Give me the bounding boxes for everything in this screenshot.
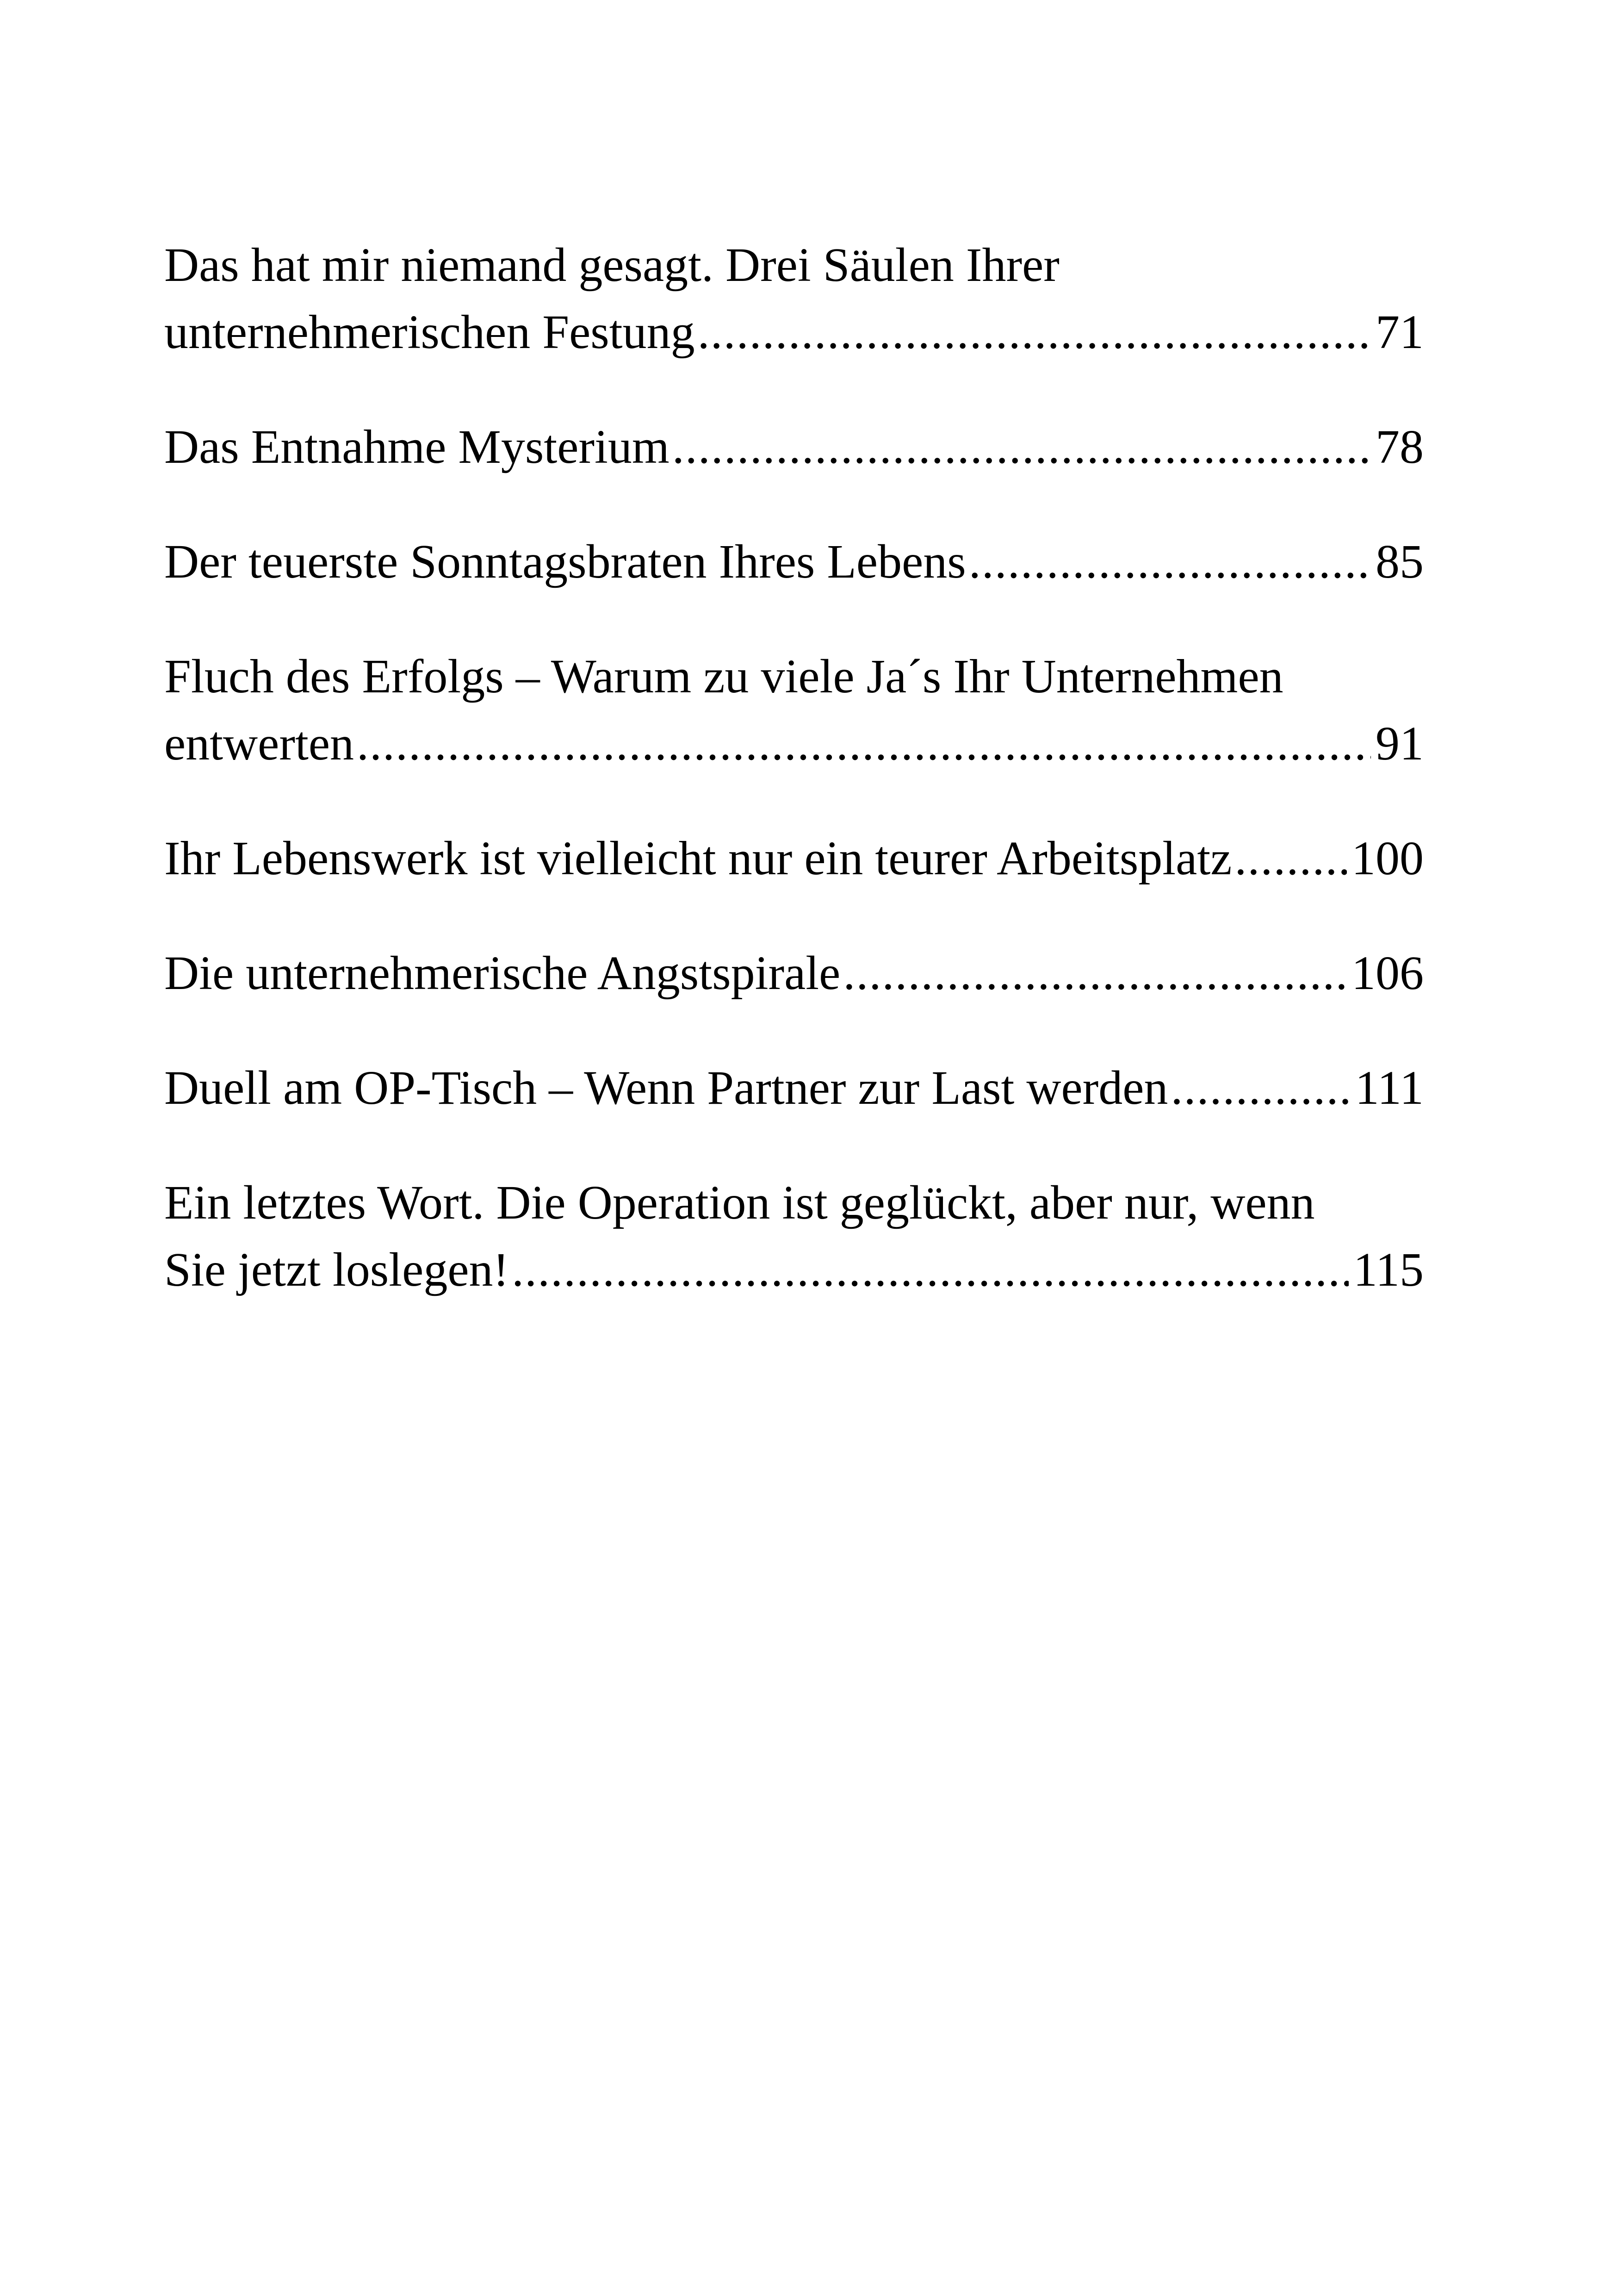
toc-entry [164,940,1424,1007]
toc-entry-page-number: 100 [1351,832,1424,885]
toc-entry-title-line1: Fluch des Erfolgs – Warum zu viele Ja´s Ihr Unternehmen [164,650,1283,703]
toc-entry-title-line2: unternehmerischen Festung [164,305,695,359]
toc-entry-page-number: 91 [1376,717,1424,770]
toc-entry [164,1054,1424,1121]
toc-entry-page-number: 115 [1353,1243,1424,1296]
table-of-contents [164,231,1424,1303]
toc-entry-title: Der teuerste Sonntagsbraten Ihres Lebens [164,535,966,588]
toc-entry-title-line2: Sie jetzt loslegen! [164,1243,509,1296]
toc-entry-page-number: 85 [1376,535,1424,588]
toc-entry-title-line1: Das hat mir niemand gesagt. Drei Säulen Ihrer [164,238,1060,292]
toc-entry [164,413,1424,480]
toc-entry-row [164,528,1424,595]
toc-entry [164,231,1424,366]
dot-leader [1234,825,1347,892]
toc-entry-row [164,413,1424,480]
toc-entry-row [164,1054,1424,1121]
toc-entry-title: Die unternehmerische Angstspirale [164,946,841,1000]
toc-entry-page-number: 71 [1376,305,1424,359]
toc-entry-row [164,825,1424,892]
toc-entry-page-number: 111 [1355,1061,1424,1114]
toc-entry-row [164,299,1424,366]
toc-entry-page-number: 78 [1376,420,1424,473]
dot-leader [357,710,1371,777]
toc-entry-title: Duell am OP-Tisch – Wenn Partner zur Last werden [164,1061,1168,1114]
toc-entry-title: Ihr Lebenswerk ist vielleicht nur ein teurer Arbeitsplatz [164,832,1232,885]
dot-leader [698,299,1371,366]
toc-entry-row [164,710,1424,777]
toc-entry [164,528,1424,595]
dot-leader [512,1236,1349,1303]
toc-entry [164,1169,1424,1303]
toc-entry-page-number: 106 [1351,946,1424,1000]
toc-entry-title-line1: Ein letztes Wort. Die Operation ist geglückt, aber nur, wenn [164,1176,1315,1229]
dot-leader [843,940,1347,1007]
dot-leader [969,528,1371,595]
dot-leader [672,413,1371,480]
dot-leader [1171,1054,1350,1121]
toc-entry-title: Das Entnahme Mysterium [164,420,670,473]
toc-entry-title-line2: entwerten [164,717,354,770]
toc-entry-row [164,1236,1424,1303]
toc-entry [164,825,1424,892]
toc-entry-row [164,940,1424,1007]
toc-entry [164,643,1424,777]
